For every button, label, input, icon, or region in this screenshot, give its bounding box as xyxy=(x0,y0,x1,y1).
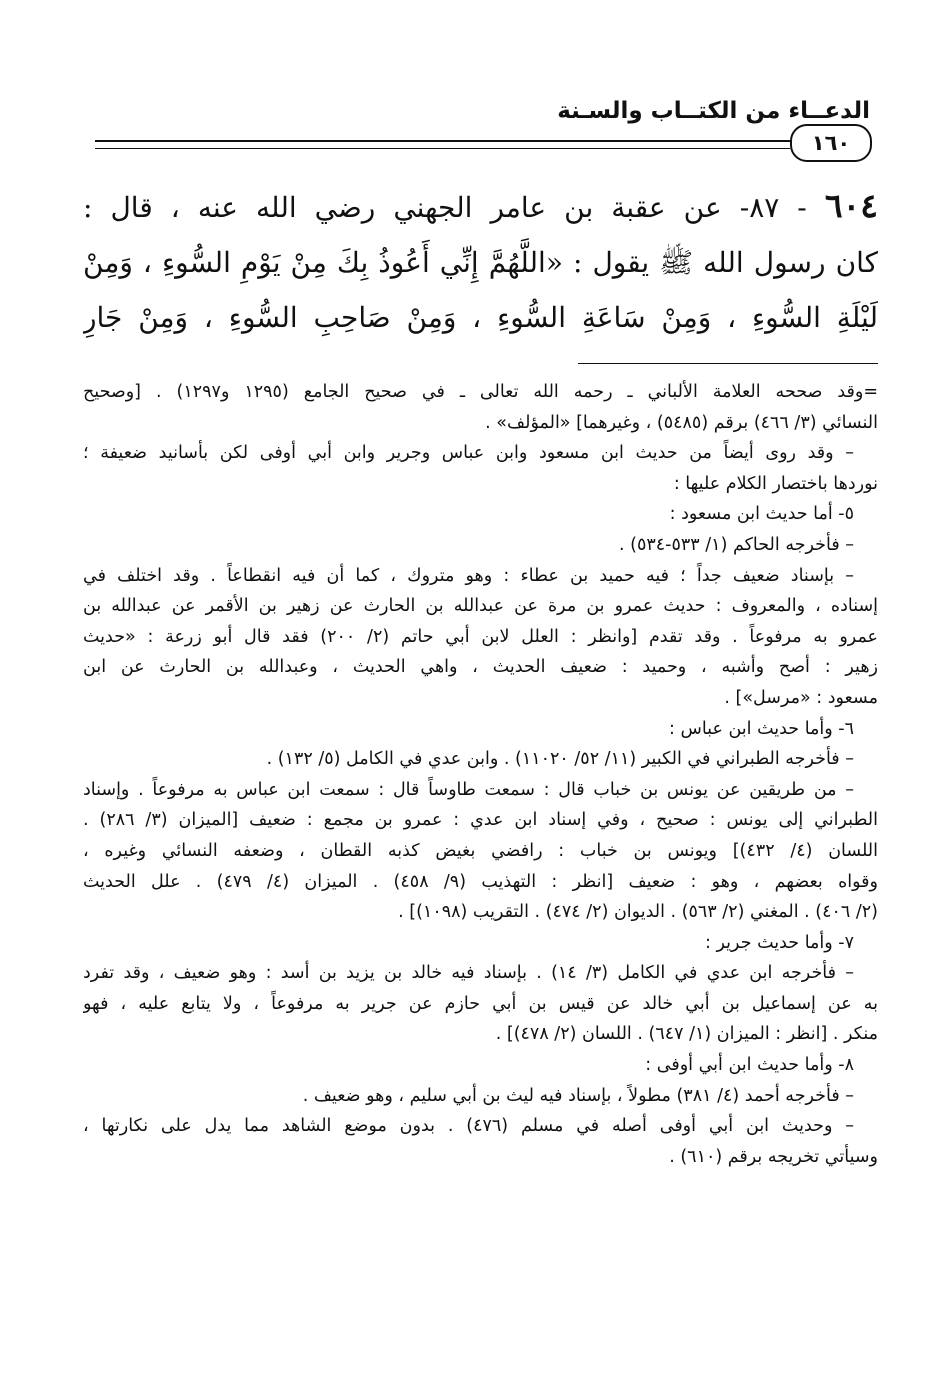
footnote-line: – فأخرجه ابن عدي في الكامل (٣/ ١٤) . بإسناد فيه خالد بن يزيد بن أسد : وهو ضعيف ، وقد تفرد xyxy=(83,963,854,984)
footnote-line: منكر . [انظر : الميزان (١/ ٦٤٧) . اللسان (٢/ ٤٧٨)] . xyxy=(495,1024,878,1045)
footnote-line: وسيأتي تخريجه برقم (٦١٠) . xyxy=(669,1146,878,1167)
header-rule xyxy=(95,140,790,149)
footnote-heading: ٥- أما حديث ابن مسعود : xyxy=(669,504,854,525)
footnote-line: – بإسناد ضعيف جداً ؛ فيه حميد بن عطاء : وهو متروك ، كما أن فيه انقطاعاً . وقد اختلف في xyxy=(83,565,854,586)
footnote-line: (٢/ ٤٠٦) . المغني (٢/ ٥٦٣) . الديوان (٢/ ٤٧٤) . التقريب (١٠٩٨)] . xyxy=(398,902,878,923)
hadith-line-2: كان رسول الله ﷺ يقول : «اللَّهُمَّ إِنِّي أَعُوذُ بِكَ مِنْ يَوْمِ السُّوءِ ، وَمِنْ xyxy=(83,246,878,279)
footnote-line: الطبراني إلى يونس : صحيح ، وفي إسناد ابن عدي : عمرو بن مجمع : ضعيف [الميزان (٣/ ٢٨٦) . xyxy=(83,810,878,831)
footnote-line: النسائي (٣/ ٤٦٦) برقم (٥٤٨٥) ، وغيرهما] «المؤلف» . xyxy=(485,412,878,433)
footnote-line: عمرو به مرفوعاً . وقد تقدم [وانظر : العلل لابن أبي حاتم (٢/ ٢٠٠) فقد قال أبو زرعة : «حديث xyxy=(83,626,878,647)
hadith-line-3: لَيْلَةِ السُّوءِ ، وَمِنْ سَاعَةِ السُّوءِ ، وَمِنْ صَاحِبِ السُّوءِ ، وَمِنْ جَارِ xyxy=(83,301,878,334)
footnote-heading: ٨- وأما حديث ابن أبي أوفى : xyxy=(645,1055,854,1076)
footnote-line: إسناده ، والمعروف : حديث عمرو بن مرة عن عبدالله بن الحارث عن زهير بن الأقمر عن عبدالله بن xyxy=(83,596,878,617)
footnote-line: زهير : أصح وأشبه ، وحميد : ضعيف الحديث ، واهي الحديث ، وعبدالله بن الحارث عن ابن xyxy=(83,657,878,678)
footnote-line: اللسان (٤/ ٤٣٢)] ويونس بن خباب : رافضي بغيض كذبه القطان ، وضعفه النسائي وغيره ، xyxy=(83,840,878,861)
footnote-line: – وقد روى أيضاً من حديث ابن مسعود وابن عباس وجرير وابن أبي أوفى لكن بأسانيد ضعيفة ؛ xyxy=(83,443,854,464)
footnote-heading: ٧- وأما حديث جرير : xyxy=(705,932,854,953)
footnote-heading: ٦- وأما حديث ابن عباس : xyxy=(669,718,854,739)
footnote-line: – فأخرجه الطبراني في الكبير (١١/ ٥٢/ ١١٠٢٠) . وابن عدي في الكامل (٥/ ١٣٢) . xyxy=(266,749,854,770)
footnote-separator xyxy=(578,363,878,364)
footnote-line: به عن إسماعيل بن أبي خالد عن قيس بن أبي حازم عن جرير به مرفوعاً ، ولا يتابع عليه ، فهو xyxy=(83,993,878,1014)
page-number-badge: ١٦٠ xyxy=(790,124,872,162)
running-title: الدعــاء من الكتــاب والسـنة xyxy=(557,98,870,124)
hadith-number: ٦٠٤ xyxy=(824,186,878,225)
hadith-text xyxy=(83,178,878,345)
footnote-line: – وحديث ابن أبي أوفى أصله في مسلم (٤٧٦) . بدون موضع الشاهد مما يدل على نكارتها ، xyxy=(83,1116,854,1137)
footnote-line: =وقد صححه العلامة الألباني ـ رحمه الله تعالى ـ في صحيح الجامع (١٢٩٥ و١٢٩٧) . [وصحيح xyxy=(83,382,878,402)
footnote-line: – فأخرجه أحمد (٤/ ٣٨١) مطولاً ، بإسناد فيه ليث بن أبي سليم ، وهو ضعيف . xyxy=(302,1085,854,1106)
hadith-line-1: ٦٠٤ - ٨٧- عن عقبة بن عامر الجهني رضي الله عنه ، قال : xyxy=(83,186,878,225)
footnote-line: مسعود : «مرسل»] . xyxy=(724,687,878,708)
footnote-line: نوردها باختصار الكلام عليها : xyxy=(673,473,878,494)
footnote-line: وقواه بعضهم ، وهو : ضعيف [انظر : التهذيب (٩/ ٤٥٨) . الميزان (٤/ ٤٧٩) . علل الحديث xyxy=(83,871,878,892)
footnotes xyxy=(83,377,878,1172)
footnote-line: – من طريقين عن يونس بن خباب قال : سمعت طاوساً قال : سمعت ابن عباس به مرفوعاً . وإسناد xyxy=(83,779,854,800)
footnote-line: – فأخرجه الحاكم (١/ ٥٣٣-٥٣٤) . xyxy=(619,534,854,555)
